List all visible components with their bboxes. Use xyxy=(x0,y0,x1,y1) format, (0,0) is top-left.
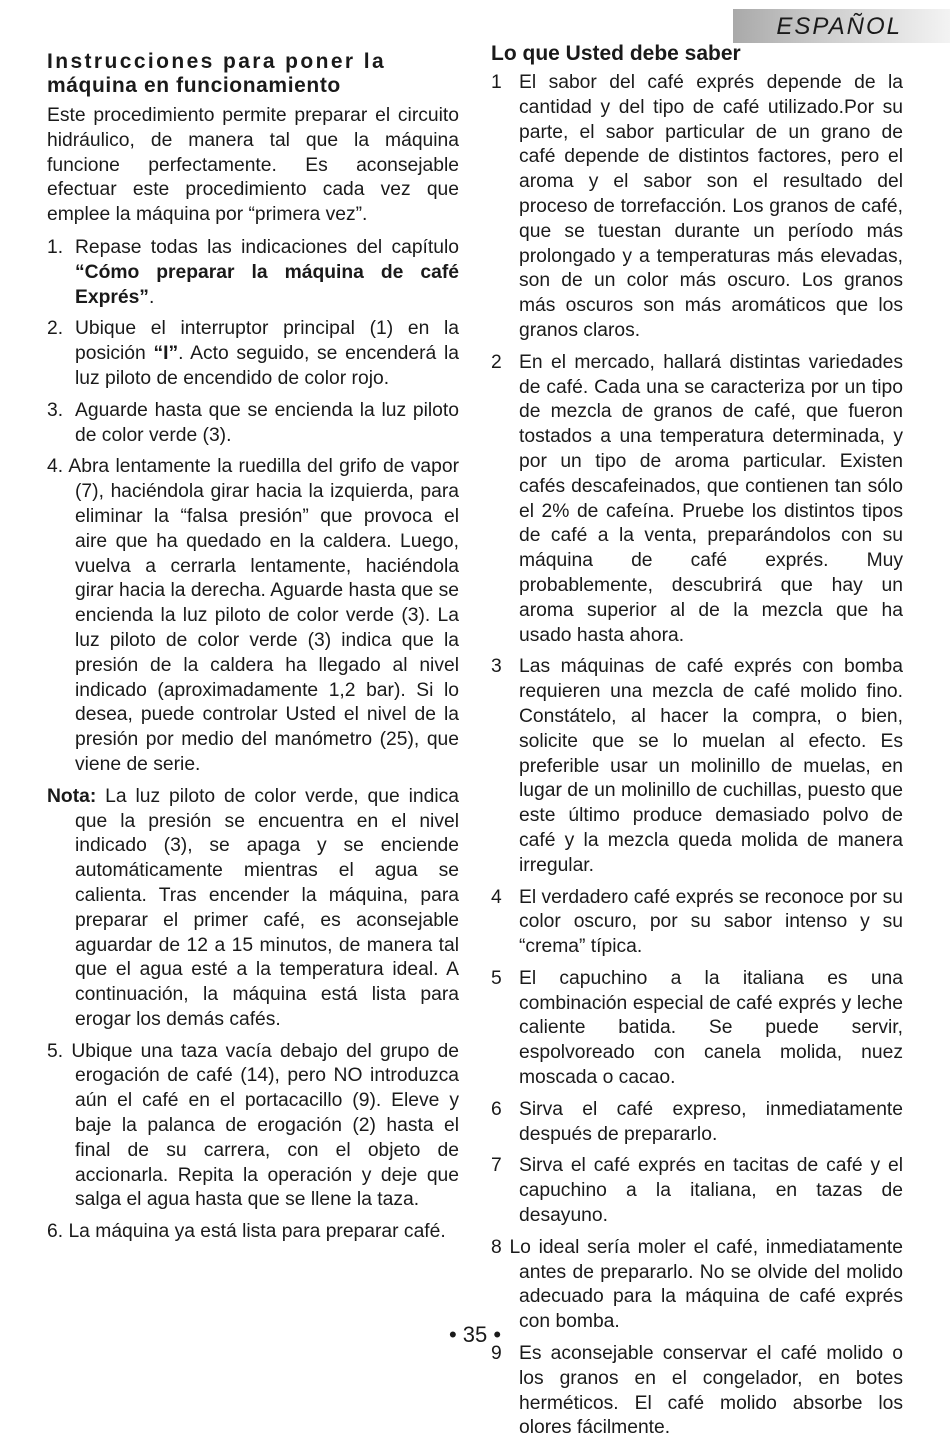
tip-item: 4 El verdadero café exprés se reconoce por su color oscuro, por su sabor intenso y su “crema” típica. xyxy=(491,886,903,958)
tip-item: 7 Sirva el café exprés en tacitas de café y el capuchino a la italiana, en tazas de desayuno. xyxy=(491,1155,903,1227)
left-section-title: Instrucciones para poner la máquina en funcionamiento xyxy=(47,50,387,97)
tip-item: 1 El sabor del café exprés depende de la cantidad y del tipo de café utilizado.Por su parte, el sabor particular de un grano de café depende de distintos factores, pero el aroma y el sabor son el resultado del proceso de torrefacción. Los granos de café, que se tuestan durante un período más prolongado y a temperaturas más elevadas, son de un color más oscuro. Los granos más oscuros son más aromáticos que los granos claros. xyxy=(491,72,903,341)
step-item: 5. Ubique una taza vacía debajo del grupo de erogación de café (14), pero NO introduzca aún el café en el portacacillo (9). Eleve y baje la palanca de erogación (2) hasta el final de su carrera, con el objeto de accionarla. Repita la operación y deje que salga el agua hasta que se llene la taza. xyxy=(47,1040,459,1211)
note-label: Nota: xyxy=(47,785,97,807)
step-item: 2. Ubique el interruptor principal (1) en la posición “I”. Acto seguido, se encenderá la luz piloto de encendido de color rojo. xyxy=(47,318,459,389)
intro-paragraph: Este procedimiento permite preparar el circuito hidráulico, de manera tal que la máquina funcione perfectamente. Es aconsejable efectuar este procedimiento cada vez que emplee la máquina por “primera vez”. xyxy=(47,105,459,226)
tip-item: 5 El capuchino a la italiana es una combinación especial de café exprés y leche caliente batida. Se puede servir, espolvoreado con canela molida, nuez moscada o cacao. xyxy=(491,967,903,1089)
tip-item: 3 Las máquinas de café exprés con bomba requieren una mezcla de café molido fino. Constátelo, al hacer la compra, o bien, solicite que se lo muelan al efecto. Es preferible usar un molinillo de muelas, en lugar de un molinillo de cuchillas, puesto que este último produce demasiado polvo de café y la mezcla queda molida de manera irregular. xyxy=(491,656,903,876)
step-item: 3. Aguarde hasta que se encienda la luz piloto de color verde (3). xyxy=(47,399,459,446)
right-section-title: Lo que Usted debe saber xyxy=(491,42,741,65)
note-paragraph: Nota: La luz piloto de color verde, que indica que la presión se encuentra en el nivel indicado (3), se apaga y se enciende automáticamente mientras el agua se calienta. Tras encender la máquina, para preparar el primer café, es aconsejable aguardar de 12 a 15 minutos, de manera tal que el agua esté a la temperatura ideal. A continuación, la máquina está lista para erogar los demás cafés. xyxy=(47,785,459,1030)
tip-item: 2 En el mercado, hallará distintas variedades de café. Cada una se caracteriza por un tipo de mezcla de granos de café, que fueron tostados a una temperatura determinada, y por un tipo de aroma particular. Existen cafés descafeinados, que contienen tan sólo el 2% de cafeína. Pruebe los distintos tipos de café a la venta, preparándolos con su máquina de café exprés. Muy probablemente, descubrirá que hay un aroma superior al de la mezcla que ha usado hasta ahora. xyxy=(491,351,903,646)
language-tab xyxy=(733,9,950,43)
left-column xyxy=(47,50,459,1245)
step-item: 1. Repase todas las indicaciones del capítulo “Cómo preparar la máquina de café Exprés”. xyxy=(47,236,459,308)
step-item: 6. La máquina ya está lista para preparar café. xyxy=(47,1221,446,1243)
tip-item: 9 Es aconsejable conservar el café molido o los granos en el congelador, en botes herméticos. El café molido absorbe los olores fácilmente. xyxy=(491,1343,903,1439)
language-label: ESPAÑOL xyxy=(776,13,902,40)
tip-item: 8 Lo ideal sería moler el café, inmediatamente antes de prepararlo. No se olvide del molido adecuado para la máquina de café exprés con bomba. xyxy=(491,1236,903,1333)
page-number: • 35 • xyxy=(448,1322,502,1347)
step-item: 4. Abra lentamente la ruedilla del grifo de vapor (7), haciéndola girar hacia la izquierda, para eliminar la “falsa presión” que provoca el aire que ha quedado en la caldera. Luego, vuelva a cerrarla lentamente, haciéndola girar hacia la derecha. Aguarde hasta que se encienda la luz piloto de color verde (3). La luz piloto de color verde (3) indica que la presión de la caldera ha llegado al nivel indicado (aproximadamente 1,2 bar). Si lo desea, puede controlar Usted el nivel de la presión por medio del manómetro (25), que viene de serie. xyxy=(47,456,459,775)
tip-item: 6 Sirva el café expreso, inmediatamente después de prepararlo. xyxy=(491,1098,903,1145)
right-column xyxy=(491,42,903,1441)
